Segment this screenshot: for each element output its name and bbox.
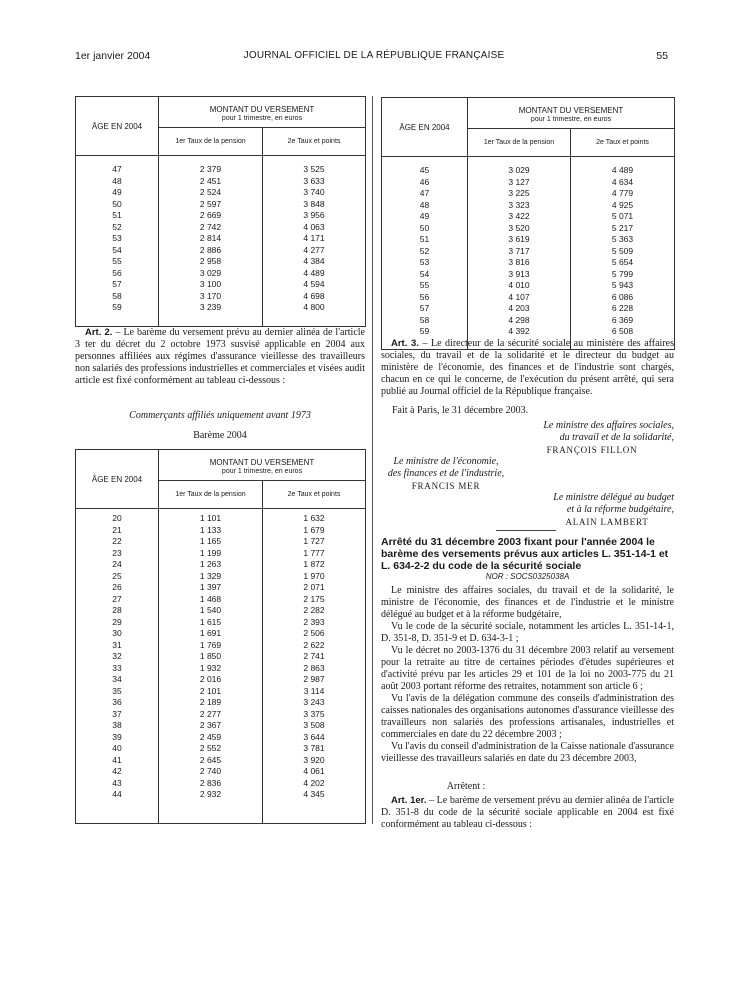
- table-cell: 34: [112, 674, 122, 684]
- montant-header-title: MONTANT DU VERSEMENT: [209, 105, 315, 114]
- table-cell: 6 086: [611, 291, 634, 302]
- age-header: ÂGE EN 2004: [76, 97, 159, 156]
- table-cell: 2 524: [199, 187, 222, 197]
- table-cell: 1 932: [199, 662, 222, 673]
- table-cell: 4 063: [303, 221, 325, 232]
- table-cell: 59: [112, 302, 122, 312]
- table-cell: 3 816: [508, 257, 530, 267]
- table-cell: 51: [112, 210, 122, 220]
- table-cell: 2 814: [199, 233, 222, 243]
- age-column: [76, 156, 159, 327]
- rate2-column: [571, 157, 675, 350]
- table-cell: 29: [112, 616, 122, 627]
- table-cell: 48: [419, 199, 430, 210]
- table-cell: 1 101: [199, 513, 222, 523]
- montant-header: [468, 98, 675, 129]
- table-cell: 1 468: [199, 593, 222, 604]
- table-cell: 3 127: [508, 176, 530, 187]
- table-cell: 59: [419, 326, 430, 336]
- table-cell: 1 329: [199, 570, 222, 581]
- table-cell: 5 217: [611, 222, 634, 233]
- rate1-column: [468, 157, 571, 350]
- table-cell: 3 422: [508, 211, 530, 221]
- signature-fillon: [490, 420, 674, 456]
- bareme-table-3: [381, 97, 675, 350]
- table-cell: 2 175: [303, 593, 325, 604]
- table-cell: 1 263: [199, 559, 222, 569]
- rate1-column: [159, 509, 263, 824]
- column-divider: [372, 96, 373, 824]
- table-cell: 3 170: [199, 290, 222, 301]
- table-cell: 3 239: [199, 302, 222, 312]
- table-cell: 26: [112, 582, 122, 592]
- table-cell: 23: [112, 547, 122, 558]
- table-cell: 45: [419, 165, 430, 175]
- arretent: Arrêtent :: [446, 781, 486, 792]
- table-cell: 1 397: [199, 582, 222, 592]
- table-cell: 4 925: [611, 199, 634, 210]
- table-cell: 35: [112, 685, 122, 696]
- montant-header-sub: pour 1 trimestre, en euros: [221, 468, 303, 475]
- table-cell: 30: [112, 628, 122, 638]
- table-cell: 5 509: [611, 245, 634, 256]
- bareme-table-2: [75, 449, 366, 824]
- signature-lambert-title: Le ministre délégué au budget et à la réforme budgétaire,: [553, 492, 674, 515]
- rate2-header: 2e Taux et points: [263, 128, 366, 156]
- page-number: 55: [656, 50, 668, 62]
- signature-mer-title: Le ministre de l'économie, des finances et de l'industrie,: [387, 456, 505, 479]
- article-2-text: – Le barème du versement prévu au dernier alinéa de l'article 3 ter du décret du 2 octobre 1973 susvisé applicable en 2004 aux personnes affiliées aux régimes d'assurance vieillesse des travailleurs non salariés des professions industrielles et commerciales et visées audit article est fixé conformément au tableau ci-dessous :: [75, 327, 365, 386]
- table-cell: 4 203: [508, 303, 530, 313]
- table-cell: 28: [112, 605, 122, 615]
- table-cell: 5 071: [611, 211, 634, 221]
- rate2-header: 2e Taux et points: [571, 129, 675, 157]
- table-cell: 55: [112, 256, 122, 266]
- table-cell: 4 779: [611, 188, 634, 198]
- table-cell: 47: [419, 188, 430, 198]
- montant-header: [159, 450, 366, 481]
- table-cell: 44: [112, 789, 122, 799]
- table-cell: 3 029: [199, 267, 222, 278]
- signature-fillon-name: FRANÇOIS FILLON: [546, 445, 638, 455]
- table-cell: 22: [112, 536, 122, 546]
- table-cell: 4 392: [508, 326, 530, 336]
- table-cell: 1 727: [303, 536, 325, 546]
- table-cell: 1 691: [199, 628, 222, 638]
- table-cell: 3 913: [508, 268, 530, 279]
- table-cell: 6 508: [611, 326, 634, 336]
- article-2: [75, 327, 365, 387]
- age-column: [76, 509, 159, 824]
- table-cell: 3 920: [303, 754, 325, 765]
- table-cell: 3 644: [303, 731, 325, 742]
- table-cell: 1 777: [303, 547, 325, 558]
- montant-header-title: MONTANT DU VERSEMENT: [518, 106, 624, 115]
- table-cell: 3 633: [303, 175, 325, 186]
- table-cell: 2 506: [303, 628, 325, 638]
- montant-header-sub: pour 1 trimestre, en euros: [530, 116, 612, 123]
- table-cell: 6 369: [611, 314, 634, 325]
- age-header: ÂGE EN 2004: [76, 450, 159, 509]
- table-cell: 49: [112, 187, 122, 197]
- vu-avis-conseil: Vu l'avis du conseil d'administration de la Caisse nationale d'assurance vieillesse des travailleurs salariés en date du 23 décembre 2003,: [381, 741, 674, 764]
- table-cell: 1 850: [199, 651, 222, 661]
- table-cell: 56: [112, 267, 122, 278]
- table-cell: 2 393: [303, 616, 325, 627]
- table-cell: 4 277: [303, 244, 325, 255]
- table-cell: 41: [112, 754, 122, 765]
- signature-lambert: [520, 492, 674, 528]
- age-header: ÂGE EN 2004: [382, 98, 468, 157]
- age-column: [382, 157, 468, 350]
- table-cell: 2 741: [303, 651, 325, 661]
- table-cell: 33: [112, 662, 122, 673]
- table-cell: 54: [112, 244, 122, 255]
- table-cell: 50: [419, 222, 430, 233]
- table-cell: 3 525: [303, 164, 325, 174]
- table-cell: 1 769: [199, 639, 222, 650]
- table-cell: 3 781: [303, 743, 325, 753]
- table-cell: 2 101: [199, 685, 222, 696]
- table-cell: 58: [112, 290, 122, 301]
- table-cell: 2 282: [303, 605, 325, 615]
- signature-mer: [376, 456, 516, 492]
- table-cell: 2 742: [199, 221, 222, 232]
- article-3-label: Art. 3.: [391, 338, 419, 349]
- table-cell: 4 061: [303, 766, 325, 776]
- table-cell: 40: [112, 743, 122, 753]
- table-cell: 2 367: [199, 720, 222, 730]
- table-cell: 2 622: [303, 639, 325, 650]
- table-cell: 3 375: [303, 708, 325, 719]
- signature-fillon-title: Le ministre des affaires sociales, du travail et de la solidarité,: [543, 420, 674, 443]
- table-cell: 4 489: [303, 267, 325, 278]
- table-cell: 2 451: [199, 175, 222, 186]
- table-cell: 2 932: [199, 789, 222, 799]
- table-cell: 3 114: [303, 685, 325, 696]
- table-cell: 25: [112, 570, 122, 581]
- table-cell: 58: [419, 314, 430, 325]
- vu-code: Vu le code de la sécurité sociale, notamment les articles L. 351-14-1, D. 351-8, D. 351-9 et D. 634-3-1 ;: [381, 621, 674, 644]
- table-cell: 48: [112, 175, 122, 186]
- table-cell: 1 872: [303, 559, 325, 569]
- montant-header: [159, 97, 366, 128]
- table-cell: 6 228: [611, 303, 634, 313]
- table-cell: 3 323: [508, 199, 530, 210]
- table-cell: 4 107: [508, 291, 530, 302]
- table-cell: 5 943: [611, 280, 634, 290]
- article-3-text: – Le directeur de la sécurité sociale au ministère des affaires sociales, du travail et de la solidarité et le directeur du budget au ministère de l'économie, des finances et de l'industrie sont chargés, chacun en ce qui le concerne, de l'exécution du présent arrêté, qui sera publié au Journal officiel de la République française.: [381, 338, 674, 397]
- table-cell: 20: [112, 513, 122, 523]
- table-cell: 50: [112, 198, 122, 209]
- rate1-column: [159, 156, 263, 327]
- table-cell: 3 100: [199, 279, 222, 289]
- signature-mer-name: FRANCIS MER: [411, 481, 481, 491]
- table-cell: 2 552: [199, 743, 222, 753]
- table-cell: 4 010: [508, 280, 530, 290]
- table-cell: 56: [419, 291, 430, 302]
- table-cell: 51: [419, 234, 430, 244]
- table-cell: 4 634: [611, 176, 634, 187]
- rate2-column: [263, 509, 366, 824]
- table-cell: 38: [112, 720, 122, 730]
- rate2-column: [263, 156, 366, 327]
- table-cell: 2 597: [199, 198, 222, 209]
- table-cell: 2 379: [199, 164, 222, 174]
- table-cell: 3 848: [303, 198, 325, 209]
- table-cell: 3 225: [508, 188, 530, 198]
- table-cell: 1 133: [199, 524, 222, 535]
- table-cell: 2 863: [303, 662, 325, 673]
- table-cell: 2 016: [199, 674, 222, 684]
- arrete-title: Arrêté du 31 décembre 2003 fixant pour l'année 2004 le barème des versements prévus aux articles L. 351-14-1 et L. 634-2-2 du code de la sécurité sociale: [381, 536, 669, 572]
- table-cell: 3 520: [508, 222, 530, 233]
- table-cell: 52: [112, 221, 122, 232]
- table-cell: 3 029: [508, 165, 530, 175]
- table-cell: 53: [419, 257, 430, 267]
- table-cell: 55: [419, 280, 430, 290]
- header-date: 1er janvier 2004: [75, 50, 151, 62]
- table-cell: 53: [112, 233, 122, 243]
- table-cell: 4 345: [303, 789, 325, 799]
- table-cell: 1 970: [303, 570, 325, 581]
- table-cell: 36: [112, 697, 122, 707]
- table-cell: 3 740: [303, 187, 325, 197]
- commercants-caption: Commerçants affiliés uniquement avant 1973: [129, 410, 311, 421]
- table-cell: 2 277: [199, 708, 222, 719]
- table-cell: 4 202: [303, 777, 325, 788]
- journal-title: JOURNAL OFFICIEL DE LA RÉPUBLIQUE FRANÇAISE: [243, 50, 505, 61]
- rate1-header: 1er Taux de la pension: [468, 129, 571, 157]
- table-cell: 3 619: [508, 234, 530, 244]
- table-cell: 1 615: [199, 616, 222, 627]
- article-1-text: – Le barème de versement prévu au dernier alinéa de l'article D. 351-8 du code de la sécurité sociale applicable en 2004 est fixé conformément au tableau ci-dessous :: [381, 795, 674, 830]
- table-cell: 37: [112, 708, 122, 719]
- rate2-header: 2e Taux et points: [263, 481, 366, 509]
- table-cell: 5 363: [611, 234, 634, 244]
- table-cell: 21: [112, 524, 122, 535]
- table-cell: 2 740: [199, 766, 222, 776]
- article-1-label: Art. 1er.: [391, 795, 427, 806]
- table-cell: 27: [112, 593, 122, 604]
- table-cell: 57: [112, 279, 122, 289]
- fait-a-paris: Fait à Paris, le 31 décembre 2003.: [392, 405, 529, 416]
- table-cell: 1 165: [199, 536, 222, 546]
- table-cell: 4 171: [303, 233, 325, 243]
- table-cell: 39: [112, 731, 122, 742]
- table-cell: 46: [419, 176, 430, 187]
- preamble-ministres: Le ministre des affaires sociales, du travail et de la solidarité, le ministre de l'économie, des finances et de l'industrie et le ministre délégué au budget et à la réforme budgétaire,: [381, 585, 674, 620]
- table-cell: 3 243: [303, 697, 325, 707]
- table-cell: 31: [112, 639, 122, 650]
- table-cell: 2 459: [199, 731, 222, 742]
- table-cell: 57: [419, 303, 430, 313]
- table-cell: 1 540: [199, 605, 222, 615]
- table-cell: 5 654: [611, 257, 634, 267]
- table-cell: 2 987: [303, 674, 325, 684]
- montant-header-title: MONTANT DU VERSEMENT: [209, 458, 315, 467]
- table-cell: 54: [419, 268, 430, 279]
- article-3: [381, 338, 674, 398]
- table-cell: 1 199: [199, 547, 222, 558]
- section-rule: [496, 530, 556, 531]
- table-cell: 1 679: [303, 524, 325, 535]
- table-cell: 3 508: [303, 720, 325, 730]
- table-cell: 2 645: [199, 754, 222, 765]
- vu-decret: Vu le décret no 2003-1376 du 31 décembre 2003 relatif au versement pour la retraite au titre de certaines périodes d'études supérieures et d'activité prévu par les articles 29 et 101 de la loi no 2003-775 du 21 août 2003 portant réforme des retraites, notamment son article 6 ;: [381, 645, 674, 692]
- table-cell: 4 298: [508, 314, 530, 325]
- rate1-header: 1er Taux de la pension: [159, 128, 263, 156]
- table-cell: 2 669: [199, 210, 222, 220]
- table-cell: 2 836: [199, 777, 222, 788]
- table-cell: 47: [112, 164, 122, 174]
- rate1-header: 1er Taux de la pension: [159, 481, 263, 509]
- table-cell: 4 384: [303, 256, 325, 266]
- table-cell: 42: [112, 766, 122, 776]
- montant-header-sub: pour 1 trimestre, en euros: [221, 115, 303, 122]
- table-cell: 3 717: [508, 245, 530, 256]
- table-cell: 4 800: [303, 302, 325, 312]
- table-cell: 24: [112, 559, 122, 569]
- table-cell: 32: [112, 651, 122, 661]
- table-cell: 43: [112, 777, 122, 788]
- nor-reference: NOR : SOCS0325038A: [485, 572, 570, 581]
- table-cell: 5 799: [611, 268, 634, 279]
- table-cell: 4 698: [303, 290, 325, 301]
- table-cell: 52: [419, 245, 430, 256]
- table-cell: 49: [419, 211, 430, 221]
- table-cell: 2 958: [199, 256, 222, 266]
- table-cell: 2 886: [199, 244, 222, 255]
- table-cell: 4 594: [303, 279, 325, 289]
- table-cell: 2 189: [199, 697, 222, 707]
- table-cell: 2 071: [303, 582, 325, 592]
- article-2-label: Art. 2.: [85, 327, 113, 338]
- bareme-table-1: [75, 96, 366, 327]
- vu-avis-delegation: Vu l'avis de la délégation commune des conseils d'administration des caisses nationales des organisations autonomes d'assurance vieillesse des travailleurs non salariés des professions artisanales, industrielles et commerciales en date du 22 décembre 2003 ;: [381, 693, 674, 740]
- bareme-caption: Barème 2004: [193, 430, 247, 441]
- table-cell: 4 489: [611, 165, 634, 175]
- article-1: [381, 795, 674, 831]
- signature-lambert-name: ALAIN LAMBERT: [565, 517, 649, 527]
- table-cell: 3 956: [303, 210, 325, 220]
- table-cell: 1 632: [303, 513, 325, 523]
